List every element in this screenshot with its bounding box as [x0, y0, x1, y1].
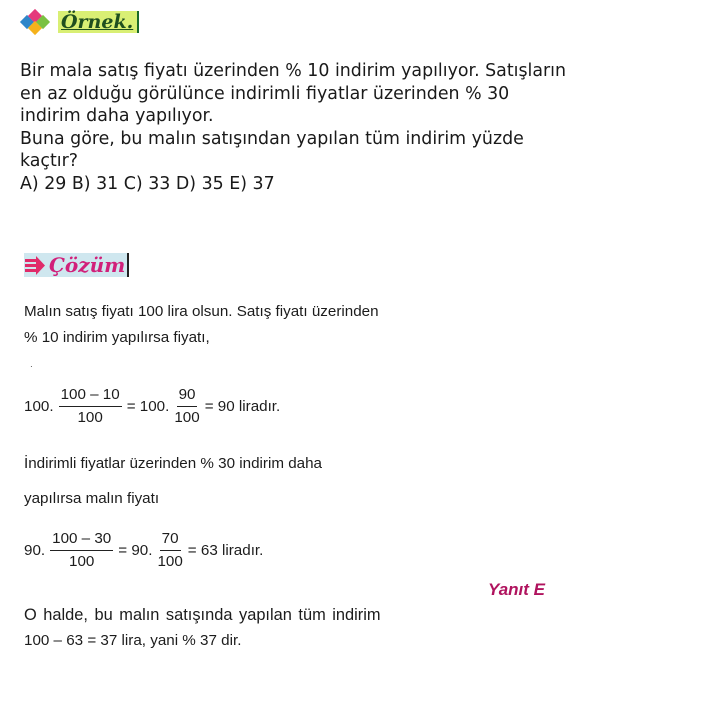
eq1-frac2-denominator: 100 [174, 409, 200, 426]
eq2-fraction-1 [50, 530, 113, 571]
solution-middle-line: yapılırsa malın fiyatı [24, 490, 160, 507]
example-label: Örnek. [61, 11, 134, 33]
eq2-prefix: 90. [24, 542, 46, 559]
eq2-mid: = 90. [118, 542, 153, 559]
solution-intro-line: Malın satış fiyatı 100 lira olsun. Satış fiyatı üzerinden [24, 303, 379, 320]
question-text [20, 60, 710, 196]
eq1-mid: = 100. [126, 398, 170, 415]
eq2-frac1-denominator: 100 [69, 553, 95, 570]
example-label-box [58, 11, 139, 33]
question-line: Bir mala satış fiyatı üzerinden % 10 indirim yapılıyor. Satışların [20, 61, 567, 81]
arrow-icon [24, 255, 46, 275]
answer-options: A) 29 B) 31 C) 33 D) 35 E) 37 [20, 173, 275, 194]
eq1-fraction-2 [174, 386, 199, 427]
eq1-suffix: = 90 liradır. [204, 398, 281, 415]
equation-2 [24, 530, 263, 571]
eq1-frac1-numerator: 100 – 10 [59, 386, 122, 407]
answer-label: Yanıt E [488, 580, 545, 599]
solution-label: Çözüm [49, 253, 126, 277]
equation-1 [24, 386, 280, 427]
diamonds-icon [20, 11, 58, 33]
eq1-prefix: 100. [24, 398, 54, 415]
solution-intro-line: % 10 indirim yapılırsa fiyatı, [24, 329, 210, 346]
question-line: kaçtır? [20, 151, 79, 172]
solution-label-box [24, 253, 129, 277]
question-line: en az olduğu görülünce indirimli fiyatlar üzerinden % 30 [20, 83, 510, 104]
eq2-suffix: = 63 liradır. [187, 542, 264, 559]
eq2-frac2-denominator: 100 [157, 553, 183, 570]
eq1-fraction-1 [59, 386, 122, 427]
conclusion-line: 100 – 63 = 37 lira, yani % 37 dir. [24, 632, 242, 649]
eq1-frac2-numerator: 90 [177, 386, 198, 407]
eq1-frac1-denominator: 100 [77, 409, 103, 426]
solution-header [24, 252, 129, 278]
eq2-fraction-2 [157, 530, 182, 571]
question-line: Buna göre, bu malın satışından yapılan tüm indirim yüzde [20, 128, 524, 149]
conclusion-line: O halde, bu malın satışında yapılan tüm indirim [24, 606, 381, 624]
eq2-frac2-numerator: 70 [160, 530, 181, 551]
example-header [20, 10, 139, 34]
solution-middle-line: İndirimli fiyatlar üzerinden % 30 indirim daha [24, 455, 322, 472]
small-dot: · [30, 362, 33, 371]
eq2-frac1-numerator: 100 – 30 [50, 530, 113, 551]
question-line: indirim daha yapılıyor. [20, 106, 214, 127]
